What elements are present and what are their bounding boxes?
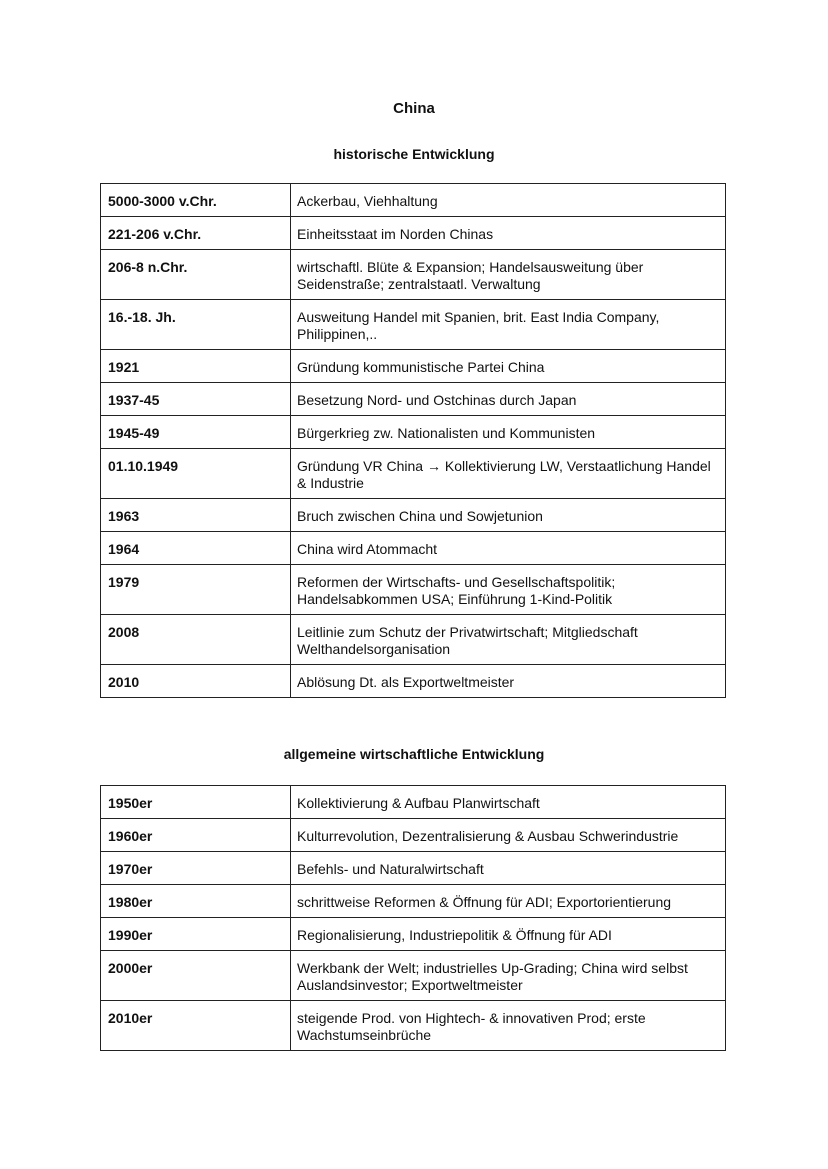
period-cell: 16.-18. Jh.: [101, 300, 291, 350]
table-row: [101, 416, 726, 449]
period-cell: 1990er: [101, 918, 291, 951]
event-cell: Kollektivierung & Aufbau Planwirtschaft: [291, 786, 726, 819]
period-cell: 5000-3000 v.Chr.: [101, 184, 291, 217]
period-cell: 206-8 n.Chr.: [101, 250, 291, 300]
section-heading-economic: allgemeine wirtschaftliche Entwicklung: [283, 746, 545, 762]
table-row: [101, 499, 726, 532]
period-cell: 01.10.1949: [101, 449, 291, 499]
period-cell: 1979: [101, 565, 291, 615]
event-cell: steigende Prod. von Hightech- & innovativen Prod; erste Wachstumseinbrüche: [291, 1001, 726, 1051]
page-title: China: [393, 100, 435, 117]
event-cell: Werkbank der Welt; industrielles Up-Grading; China wird selbst Auslandsinvestor; Exportweltmeister: [291, 951, 726, 1001]
section-heading-historical: historische Entwicklung: [333, 146, 495, 162]
period-cell: 221-206 v.Chr.: [101, 217, 291, 250]
period-cell: 1950er: [101, 786, 291, 819]
event-cell: Reformen der Wirtschafts- und Gesellschaftspolitik; Handelsabkommen USA; Einführung 1-Kind-Politik: [291, 565, 726, 615]
table-row: [101, 350, 726, 383]
table-row: [101, 819, 726, 852]
event-cell: Ablösung Dt. als Exportweltmeister: [291, 665, 726, 698]
period-cell: 1921: [101, 350, 291, 383]
table-row: [101, 885, 726, 918]
event-cell: Gründung kommunistische Partei China: [291, 350, 726, 383]
event-cell: Einheitsstaat im Norden Chinas: [291, 217, 726, 250]
period-cell: 1963: [101, 499, 291, 532]
event-cell: China wird Atommacht: [291, 532, 726, 565]
event-cell: Ackerbau, Viehhaltung: [291, 184, 726, 217]
period-cell: 1937-45: [101, 383, 291, 416]
event-cell: Befehls- und Naturalwirtschaft: [291, 852, 726, 885]
table-row: [101, 565, 726, 615]
table-row: [101, 383, 726, 416]
event-cell: Besetzung Nord- und Ostchinas durch Japan: [291, 383, 726, 416]
table-row: [101, 217, 726, 250]
event-cell: Bürgerkrieg zw. Nationalisten und Kommunisten: [291, 416, 726, 449]
historical-timeline-table: [100, 183, 726, 698]
event-cell: Bruch zwischen China und Sowjetunion: [291, 499, 726, 532]
table-row: [101, 615, 726, 665]
event-cell: Leitlinie zum Schutz der Privatwirtschaft; Mitgliedschaft Welthandelsorganisation: [291, 615, 726, 665]
event-cell: Gründung VR China → Kollektivierung LW, Verstaatlichung Handel & Industrie: [291, 449, 726, 499]
period-cell: 2010er: [101, 1001, 291, 1051]
period-cell: 2008: [101, 615, 291, 665]
period-cell: 1970er: [101, 852, 291, 885]
table-row: [101, 951, 726, 1001]
table-row: [101, 449, 726, 499]
period-cell: 1964: [101, 532, 291, 565]
table-row: [101, 184, 726, 217]
event-cell: Ausweitung Handel mit Spanien, brit. East India Company, Philippinen,..: [291, 300, 726, 350]
economic-timeline-table: [100, 785, 726, 1051]
period-cell: 2000er: [101, 951, 291, 1001]
event-cell: Regionalisierung, Industriepolitik & Öffnung für ADI: [291, 918, 726, 951]
period-cell: 2010: [101, 665, 291, 698]
period-cell: 1980er: [101, 885, 291, 918]
event-cell: Kulturrevolution, Dezentralisierung & Ausbau Schwerindustrie: [291, 819, 726, 852]
table-row: [101, 918, 726, 951]
event-cell: schrittweise Reformen & Öffnung für ADI; Exportorientierung: [291, 885, 726, 918]
table-row: [101, 300, 726, 350]
table-row: [101, 250, 726, 300]
table-row: [101, 786, 726, 819]
table-row: [101, 665, 726, 698]
table-row: [101, 1001, 726, 1051]
period-cell: 1960er: [101, 819, 291, 852]
event-cell: wirtschaftl. Blüte & Expansion; Handelsausweitung über Seidenstraße; zentralstaatl. Verwaltung: [291, 250, 726, 300]
period-cell: 1945-49: [101, 416, 291, 449]
table-row: [101, 852, 726, 885]
table-row: [101, 532, 726, 565]
